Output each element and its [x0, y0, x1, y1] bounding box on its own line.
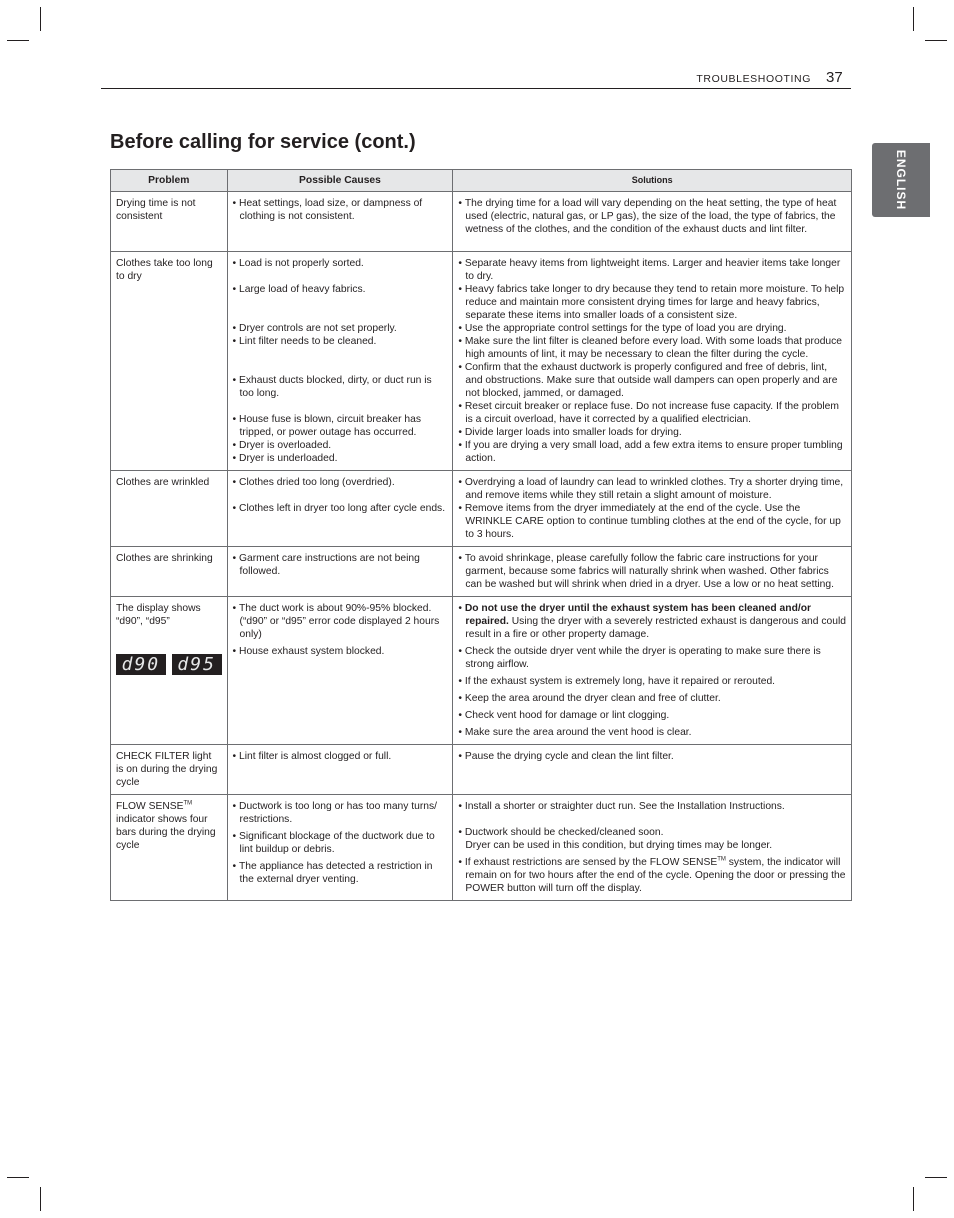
problem-text: Clothes are wrinkled	[116, 477, 210, 488]
cause-item: • Significant blockage of the ductwork due to lint buildup or debris.	[233, 830, 448, 856]
solution-item: • Heavy fabrics take longer to dry because they tend to retain more moisture. To help reduce and maintain more consistent drying times for large and heavy fabrics, separate these items into smaller loads of a consistent size.	[458, 283, 846, 322]
solution-item: • Confirm that the exhaust ductwork is properly configured and free of debris, lint, and obstructions. Make sure that outside wall dampers can open properly and are not blocked, jammed, or damaged.	[458, 361, 846, 400]
solutions-cell	[453, 795, 852, 901]
cause-item: • Clothes left in dryer too long after cycle ends.	[233, 502, 448, 515]
causes-cell	[227, 597, 453, 745]
table-row	[111, 597, 852, 745]
crop-mark	[40, 7, 41, 31]
column-header-causes: Possible Causes	[227, 170, 453, 192]
solution-item: • Check vent hood for damage or lint clogging.	[458, 709, 846, 722]
causes-cell	[227, 745, 453, 795]
trademark-mark: TM	[183, 800, 193, 807]
solution-item: • To avoid shrinkage, please carefully follow the fabric care instructions for your garment, because some fabrics will naturally shrink when washed. Other fabrics can be washed but will shrink when dried in a dryer. Use a low or no heat setting.	[458, 552, 846, 591]
column-header-solutions: Solutions	[453, 170, 852, 192]
solution-warning-rest: Using the dryer with a severely restricted exhaust is dangerous and could result in a fire or other property damage.	[465, 616, 846, 640]
solution-item: • Remove items from the dryer immediately at the end of the cycle. Use the WRINKLE CARE option to continue tumbling clothes at the end of the cycle, for up to 3 hours.	[458, 502, 846, 541]
table-row	[111, 745, 852, 795]
solution-item: • Make sure the lint filter is cleaned before every load. With some loads that produce high amounts of lint, it may be necessary to clean the filter during the cycle.	[458, 335, 846, 361]
crop-mark	[40, 1187, 41, 1211]
problem-cell	[111, 795, 228, 901]
table-row	[111, 252, 852, 471]
solutions-cell	[453, 252, 852, 471]
solution-item: • Check the outside dryer vent while the dryer is operating to make sure there is strong airflow.	[458, 645, 846, 671]
solution-item	[458, 856, 846, 895]
cause-item: • Ductwork is too long or has too many turns/ restrictions.	[233, 800, 448, 826]
table-header-row	[111, 170, 852, 192]
cause-item: • Dryer is overloaded.	[233, 439, 448, 452]
problem-cell	[111, 547, 228, 597]
cause-item: • The duct work is about 90%-95% blocked. (“d90” or “d95” error code displayed 2 hours only)	[233, 602, 448, 641]
causes-cell	[227, 252, 453, 471]
cause-item: • Lint filter needs to be cleaned.	[233, 335, 448, 348]
section-label: TROUBLESHOOTING	[696, 73, 811, 85]
solution-item: • Keep the area around the dryer clean and free of clutter.	[458, 692, 846, 705]
problem-cell	[111, 745, 228, 795]
table-row	[111, 795, 852, 901]
solution-warning-bold: Do not use the dryer until the exhaust system has been cleaned and/or repaired.	[464, 603, 812, 627]
cause-item: • House exhaust system blocked.	[233, 645, 448, 658]
cause-item: • Lint filter is almost clogged or full.	[233, 750, 448, 763]
cause-item: • The appliance has detected a restriction in the external dryer venting.	[233, 860, 448, 886]
solution-item: • If the exhaust system is extremely long, have it repaired or rerouted.	[458, 675, 846, 688]
header-rule	[101, 88, 851, 89]
causes-cell	[227, 795, 453, 901]
cause-item: • Load is not properly sorted.	[233, 257, 448, 270]
solution-item: • Divide larger loads into smaller loads for drying.	[458, 426, 846, 439]
problem-cell	[111, 471, 228, 547]
solution-item: • If you are drying a very small load, add a few extra items to ensure proper tumbling action.	[458, 439, 846, 465]
solution-item: • Separate heavy items from lightweight items. Larger and heavier items take longer to dry.	[458, 257, 846, 283]
solution-followup: Dryer can be used in this condition, but drying times may be longer.	[465, 840, 773, 851]
solution-text-a: If exhaust restrictions are sensed by the FLOW SENSE	[464, 857, 718, 868]
cause-item: • Dryer controls are not set properly.	[233, 322, 448, 335]
crop-mark	[913, 7, 914, 31]
solutions-cell	[453, 547, 852, 597]
cause-item: • Dryer is underloaded.	[233, 452, 448, 465]
page-number: 37	[826, 69, 843, 86]
cause-item: • House fuse is blown, circuit breaker has tripped, or power outage has occurred.	[233, 413, 448, 439]
causes-cell	[227, 471, 453, 547]
causes-cell	[227, 547, 453, 597]
crop-mark	[925, 40, 947, 41]
problem-text-rest: indicator shows four bars during the drying cycle	[116, 814, 216, 851]
cause-item: • Clothes dried too long (overdried).	[233, 476, 448, 489]
column-header-problem: Problem	[111, 170, 228, 192]
cause-item: • Large load of heavy fabrics.	[233, 283, 448, 296]
table-row	[111, 547, 852, 597]
table-row	[111, 192, 852, 252]
language-tab	[872, 143, 930, 217]
crop-mark	[7, 40, 29, 41]
solutions-cell	[453, 192, 852, 252]
lcd-display-d90: d90	[116, 654, 166, 675]
flow-sense-label: FLOW SENSE	[116, 801, 184, 812]
problem-text: Drying time is not consistent	[116, 198, 196, 222]
trademark-mark: TM	[717, 856, 726, 863]
solution-item: • Reset circuit breaker or replace fuse. Do not increase fuse capacity. If the problem is a circuit overload, have it corrected by a qualified electrician.	[458, 400, 846, 426]
problem-text	[116, 801, 216, 851]
lcd-display-d95: d95	[172, 654, 222, 675]
page-title: Before calling for service (cont.)	[110, 131, 416, 153]
solutions-cell	[453, 597, 852, 745]
table-row	[111, 471, 852, 547]
crop-mark	[925, 1177, 947, 1178]
problem-cell	[111, 192, 228, 252]
solution-item: • Overdrying a load of laundry can lead to wrinkled clothes. Try a shorter drying time, and remove items while they still retain a slight amount of moisture.	[458, 476, 846, 502]
solution-item: • Make sure the area around the vent hood is clear.	[458, 726, 846, 739]
causes-cell	[227, 192, 453, 252]
solution-item: • Ductwork should be checked/cleaned soon.	[458, 826, 846, 839]
problem-text: Clothes take too long to dry	[116, 258, 213, 282]
solutions-cell	[453, 471, 852, 547]
solution-text-b: system, the indicator will remain on for two hours after the end of the cycle. Opening the door or pressing the POWER button will turn off the display.	[465, 857, 846, 894]
solution-item: • Install a shorter or straighter duct run. See the Installation Instructions.	[458, 800, 846, 813]
crop-mark	[913, 1187, 914, 1211]
solutions-cell	[453, 745, 852, 795]
problem-cell	[111, 252, 228, 471]
language-tab-label: ENGLISH	[894, 149, 908, 211]
cause-item: • Exhaust ducts blocked, dirty, or duct run is too long.	[233, 374, 448, 400]
cause-item: • Heat settings, load size, or dampness of clothing is not consistent.	[233, 197, 448, 223]
cause-item: • Garment care instructions are not being followed.	[233, 552, 448, 578]
solution-item: • The drying time for a load will vary depending on the heat setting, the type of heat used (electric, natural gas, or LP gas), the size of the load, the type of fabrics, the wetness of the clothes, and the condition of the exhaust ducts and lint filter.	[458, 197, 846, 236]
problem-text: Clothes are shrinking	[116, 553, 213, 564]
problem-text: CHECK FILTER light is on during the drying cycle	[116, 751, 218, 788]
solution-item	[458, 602, 846, 641]
error-code-displays	[116, 654, 222, 675]
crop-mark	[7, 1177, 29, 1178]
problem-text: The display shows “d90”, “d95”	[116, 603, 201, 627]
problem-cell	[111, 597, 228, 745]
solution-item: • Use the appropriate control settings for the type of load you are drying.	[458, 322, 846, 335]
solution-item: • Pause the drying cycle and clean the lint filter.	[458, 750, 846, 763]
troubleshooting-table	[110, 169, 852, 901]
